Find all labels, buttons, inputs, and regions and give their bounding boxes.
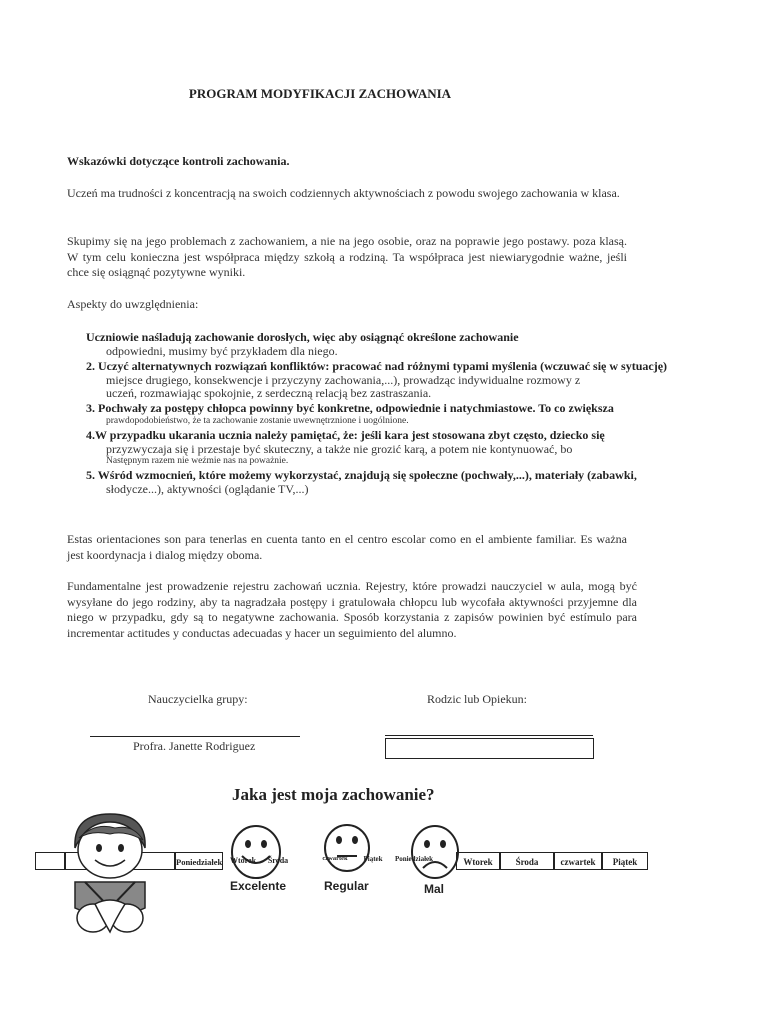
list-item	[86, 330, 766, 358]
list-item-text: przyzwyczaja się i przestaje być skuteczny, a także nie grozić karą, a potem nie kontynuować, bo	[106, 442, 573, 456]
day-cell-tuesday-right: Wtorek	[456, 852, 500, 870]
day-cell-monday: Poniedziałek	[175, 852, 223, 870]
list-item-text: miejsce drugiego, konsekwencje i przyczyny zachowania,...), prowadząc indywidualne rozmowy z uczeń, rozmawiając spokojnie, z serdeczną relacją bez zastraszania.	[106, 373, 581, 400]
day-cell-monday-2: Poniedziałek	[394, 855, 434, 863]
list-item-text: odpowiedni, musimy być przykładem dla niego.	[106, 344, 338, 358]
section-heading: Wskazówki dotyczące kontroli zachowania.	[67, 154, 290, 168]
happy-face-icon	[228, 822, 284, 882]
list-item-note: prawdopodobieństwo, że ta zachowanie zostanie uwewnętrznione i uogólnione.	[106, 416, 409, 426]
list-item-text: słodycze...), aktywności (oglądanie TV,...)	[106, 482, 309, 496]
parent-label: Rodzic lub Opiekun:	[427, 692, 527, 706]
paragraph-3: Aspekty do uwzględnienia:	[67, 297, 199, 311]
day-cell-thursday: czwartek	[322, 855, 348, 862]
paragraph-5: Fundamentalne jest prowadzenie rejestru zachowań ucznia. Rejestry, które prowadzi nauczyciel w aula, mogą być wysyłane do jego rodziny, aby ta nagradzała postępy i gratulowała chłopcu lub wycofała aktywności przyjemne dla niego w przypadku, gdy są to negatywne zachowania. Sposób korzystania z zapisów powinien być estímulo para incrementar actitudes y conductas adecuadas y hacer un seguimiento del alumno.	[67, 579, 637, 640]
guidelines-list	[86, 330, 766, 497]
list-item	[86, 428, 766, 467]
day-cell-wednesday-right: Środa	[500, 852, 554, 870]
list-item	[86, 359, 766, 400]
list-item	[86, 468, 766, 496]
list-item	[86, 401, 766, 427]
sad-face-icon	[409, 822, 461, 882]
teacher-label: Nauczycielka grupy:	[148, 692, 248, 706]
list-item-lead: 3. Pochwały za postępy chłopca powinny być konkretne, odpowiednie i natychmiastowe. To co zwiększa	[86, 401, 614, 415]
neutral-face-icon	[322, 822, 372, 874]
parent-signature-field[interactable]	[385, 738, 594, 759]
list-item-lead: 4.W przypadku ukarania ucznia należy pamiętać, że: jeśli kara jest stosowana zbyt często, dziecko się	[86, 428, 605, 442]
face-label-bad: Mal	[424, 882, 445, 896]
boy-clipart-icon	[55, 808, 165, 938]
day-cell-tuesday: Wtorek	[229, 856, 257, 865]
list-item-note: Następnym razem nie weźmie nas na poważnie.	[106, 456, 289, 466]
list-item-lead: 5. Wśród wzmocnień, które możemy wykorzystać, znajdują się społeczne (pochwały,...), materiały (zabawki,	[86, 468, 637, 482]
face-label-excellent: Excelente	[230, 879, 287, 893]
day-cell-wednesday: Środa	[267, 856, 289, 865]
paragraph-2: Skupimy się na jego problemach z zachowaniem, a nie na jego osobie, oraz na poprawie jego postawy. poza klasą. W tym celu konieczna jest współpraca między szkołą a rodziną. Ta współpraca jest niewiarygodnie ważne, jeśli chce się osiągnąć pozytywne wyniki.	[67, 234, 627, 279]
teacher-name: Profra. Janette Rodriguez	[133, 739, 256, 753]
day-cell-thursday-right: czwartek	[554, 852, 602, 870]
day-cell-friday-right: Piątek	[602, 852, 648, 870]
face-label-regular: Regular	[324, 879, 369, 893]
paragraph-4: Estas orientaciones son para tenerlas en cuenta tanto en el centro escolar como en el ambiente familiar. Es ważna jest koordynacja i dialog między oboma.	[67, 532, 627, 562]
list-item-lead: Uczniowie naśladują zachowanie dorosłych, więc aby osiągnąć określone zachowanie	[86, 330, 519, 344]
document-title: PROGRAM MODYFIKACJI ZACHOWANIA	[188, 86, 452, 101]
list-item-lead: 2. Uczyć alternatywnych rozwiązań konfliktów: pracować nad różnymi typami myślenia (wczuwać się w sytuację)	[86, 359, 668, 373]
paragraph-1: Uczeń ma trudności z koncentracją na swoich codziennych aktywnościach z powodu swojego zachowania w klasa.	[67, 186, 620, 200]
behavior-title: Jaka jest moja zachowanie?	[232, 785, 435, 804]
teacher-signature-line	[90, 736, 300, 737]
parent-signature-line	[385, 735, 593, 736]
day-cell-friday: Piątek	[363, 855, 383, 863]
